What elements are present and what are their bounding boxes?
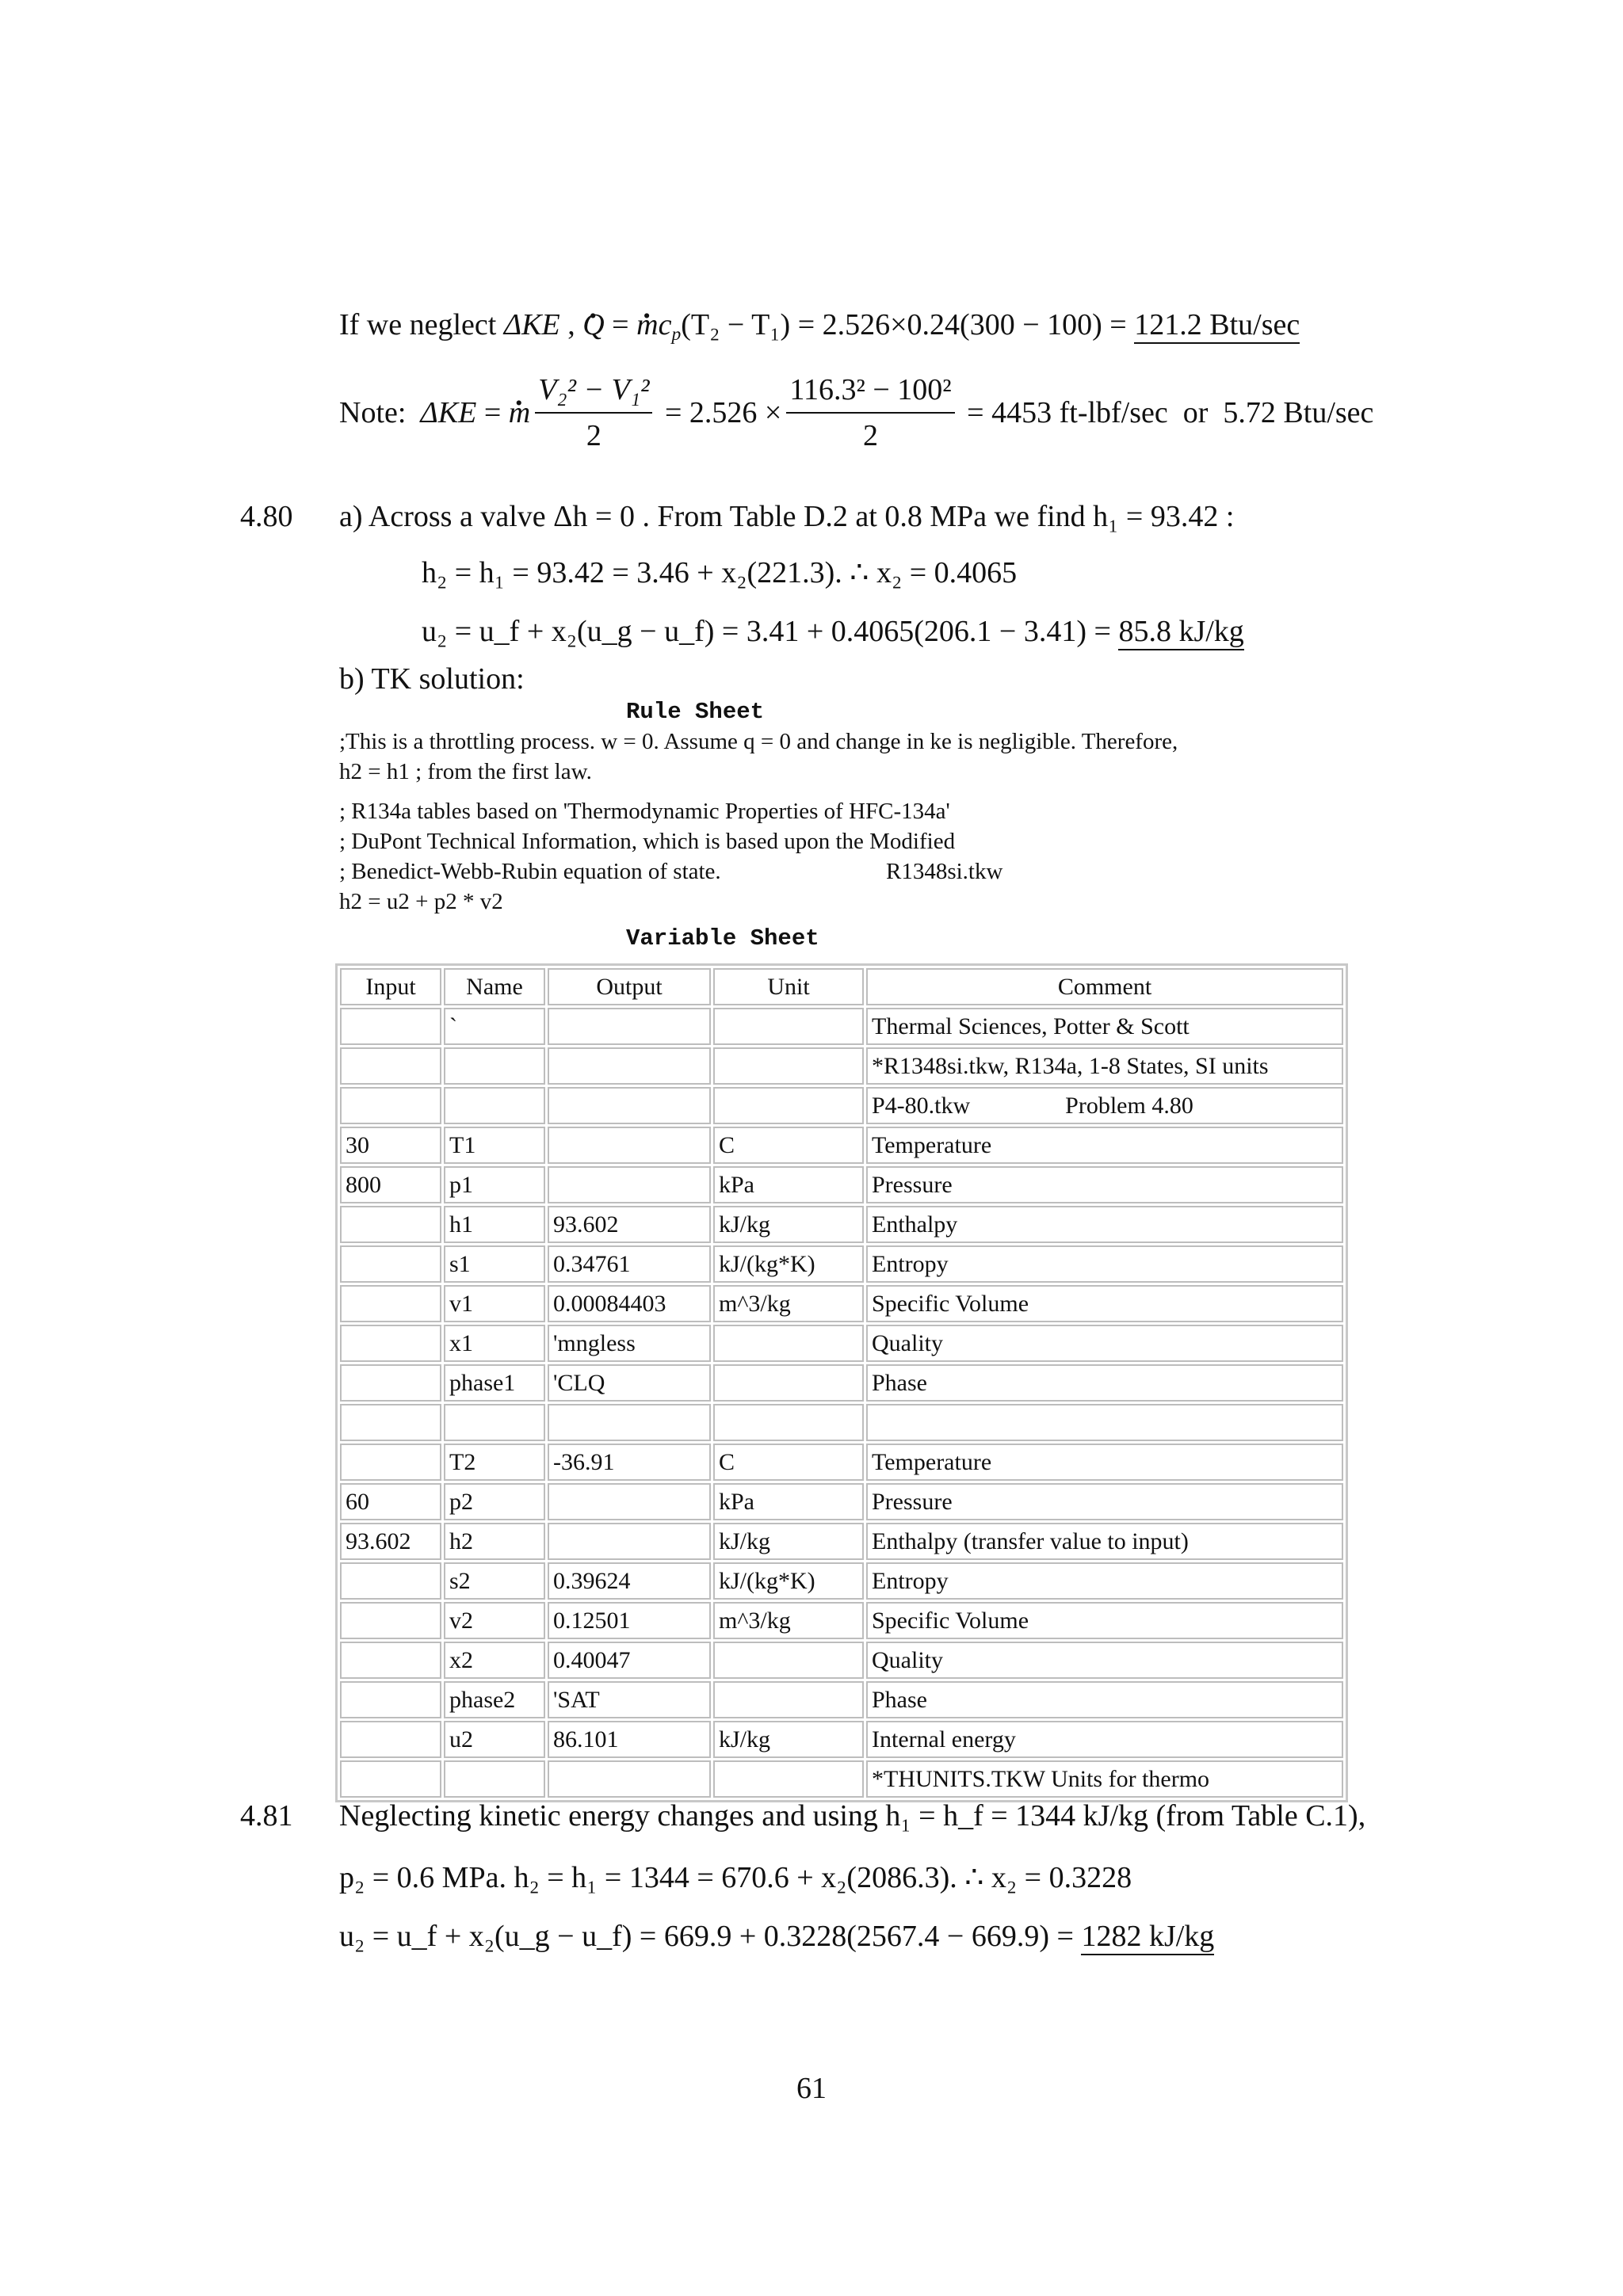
table-row	[340, 1285, 1343, 1322]
velocity-fraction-denominator: 2	[586, 419, 601, 452]
cell-unit: m^3/kg	[713, 1602, 864, 1639]
note-delta-ke: ΔKE	[420, 396, 477, 429]
cell-comment: Quality	[866, 1642, 1343, 1679]
page-number: 61	[796, 2072, 827, 2105]
cell-unit: C	[713, 1127, 864, 1164]
cell-unit: kJ/kg	[713, 1523, 864, 1560]
problem-number-481: 4.81	[240, 1799, 293, 1833]
cell-comment: Specific Volume	[866, 1602, 1343, 1639]
cell-name	[444, 1404, 545, 1441]
table-header-row	[340, 968, 1343, 1005]
cell-unit: m^3/kg	[713, 1285, 864, 1322]
rule-line-5: ; Benedict-Webb-Rubin equation of state.	[339, 859, 721, 884]
p480-part-b: b) TK solution:	[339, 662, 525, 696]
cell-output: 0.34761	[548, 1245, 711, 1283]
table-row	[340, 1681, 1343, 1718]
cell-output: 93.602	[548, 1206, 711, 1243]
p480-line2: h₂ = h₁ = 93.42 = 3.46 + x₂(221.3). ∴ x₂ = 0.4065	[422, 556, 1018, 589]
p480-line3	[422, 614, 1244, 649]
table-row	[340, 1642, 1343, 1679]
p480-line3-lhs: u₂ = u_f + x₂(u_g − u_f) = 3.41 + 0.4065(206.1 − 3.41) =	[422, 615, 1119, 648]
cell-name	[444, 1047, 545, 1085]
cell-unit	[713, 1008, 864, 1045]
p480-part-a: a) Across a valve Δh = 0 . From Table D.2 at 0.8 MPa we find h₁ = 93.42 :	[339, 500, 1235, 533]
header-output: Output	[548, 968, 711, 1005]
cell-comment: Phase	[866, 1364, 1343, 1402]
cell-comment: Thermal Sciences, Potter & Scott	[866, 1008, 1343, 1045]
cell-comment: *THUNITS.TKW Units for thermo	[866, 1760, 1343, 1798]
cell-input: 93.602	[340, 1523, 441, 1560]
cell-name	[444, 1087, 545, 1124]
table-row	[340, 1206, 1343, 1243]
cell-name: s2	[444, 1562, 545, 1600]
rule-line-3: ; R134a tables based on 'Thermodynamic Properties of HFC-134a'	[339, 799, 950, 824]
neglect-rhs: (T₂ − T₁) = 2.526×0.24(300 − 100) =	[681, 308, 1135, 341]
cell-input	[340, 1562, 441, 1600]
table-row	[340, 1364, 1343, 1402]
q-dot-symbol: . Q	[582, 308, 604, 341]
cell-unit	[713, 1325, 864, 1362]
cell-comment: Temperature	[866, 1444, 1343, 1481]
table-row	[340, 1602, 1343, 1639]
table-row	[340, 1760, 1343, 1798]
p481-line3-result: 1282 kJ/kg	[1081, 1920, 1214, 1955]
cell-unit	[713, 1047, 864, 1085]
cell-name: p2	[444, 1483, 545, 1520]
cell-unit: kJ/kg	[713, 1206, 864, 1243]
cell-unit	[713, 1087, 864, 1124]
cell-output: 0.39624	[548, 1562, 711, 1600]
table-row	[340, 1444, 1343, 1481]
cell-output	[548, 1760, 711, 1798]
cell-name: `	[444, 1008, 545, 1045]
table-row	[340, 1523, 1343, 1560]
note-ke-equation	[339, 372, 1373, 453]
cell-name: v1	[444, 1285, 545, 1322]
rule-line-6: h2 = u2 + p2 * v2	[339, 889, 503, 914]
note-eq2: = 2.526 ×	[657, 396, 782, 429]
cell-name: u2	[444, 1721, 545, 1758]
cell-input: 800	[340, 1166, 441, 1203]
cell-name: h1	[444, 1206, 545, 1243]
cell-comment: Internal energy	[866, 1721, 1343, 1758]
cell-input	[340, 1285, 441, 1322]
neglect-ke-equation	[339, 307, 1300, 345]
header-unit: Unit	[713, 968, 864, 1005]
velocity-fraction-numerator: V₂² − V₁²	[535, 372, 652, 414]
numeric-fraction	[786, 372, 954, 453]
cell-unit: kJ/kg	[713, 1721, 864, 1758]
cell-comment: Entropy	[866, 1245, 1343, 1283]
cell-input	[340, 1008, 441, 1045]
cell-input	[340, 1681, 441, 1718]
cell-output	[548, 1483, 711, 1520]
cell-unit	[713, 1642, 864, 1679]
table-row	[340, 1721, 1343, 1758]
p480-line3-result: 85.8 kJ/kg	[1118, 615, 1243, 650]
p481-line2: p₂ = 0.6 MPa. h₂ = h₁ = 1344 = 670.6 + x₂(2086.3). ∴ x₂ = 0.3228	[339, 1861, 1132, 1894]
cell-comment: Quality	[866, 1325, 1343, 1362]
header-name: Name	[444, 968, 545, 1005]
cell-output: 'SAT	[548, 1681, 711, 1718]
cell-input	[340, 1047, 441, 1085]
cell-output	[548, 1404, 711, 1441]
cell-unit: kPa	[713, 1166, 864, 1203]
cell-comment: Entropy	[866, 1562, 1343, 1600]
cell-output: 'mngless	[548, 1325, 711, 1362]
table-row	[340, 1127, 1343, 1164]
cell-unit: kJ/(kg*K)	[713, 1245, 864, 1283]
header-input: Input	[340, 968, 441, 1005]
table-row	[340, 1008, 1343, 1045]
variable-sheet-title: Variable Sheet	[626, 925, 819, 952]
rule-file-name: R1348si.tkw	[886, 859, 1003, 884]
m-dot-symbol: . m	[636, 308, 658, 341]
cell-name: s1	[444, 1245, 545, 1283]
numeric-fraction-denominator: 2	[863, 419, 879, 452]
cell-unit: kJ/(kg*K)	[713, 1562, 864, 1600]
cell-name: T1	[444, 1127, 545, 1164]
cell-output	[548, 1523, 711, 1560]
rule-line-4: ; DuPont Technical Information, which is based upon the Modified	[339, 829, 956, 854]
velocity-fraction	[535, 372, 652, 453]
delta-ke-symbol: ΔKE	[503, 308, 560, 341]
rule-line-1: ;This is a throttling process. w = 0. Assume q = 0 and change in ke is negligible. Therefore,	[339, 729, 1178, 754]
cell-comment: Enthalpy (transfer value to input)	[866, 1523, 1343, 1560]
numeric-fraction-numerator: 116.3² − 100²	[786, 372, 954, 414]
table-row	[340, 1245, 1343, 1283]
cell-output	[548, 1127, 711, 1164]
cell-comment: P4-80.tkw Problem 4.80	[866, 1087, 1343, 1124]
equals: =	[612, 308, 637, 341]
note-label: Note:	[339, 396, 407, 429]
cell-unit	[713, 1760, 864, 1798]
neglect-result: 121.2 Btu/sec	[1134, 308, 1300, 344]
cell-input	[340, 1760, 441, 1798]
rule-sheet-title: Rule Sheet	[626, 699, 765, 725]
table-row	[340, 1166, 1343, 1203]
cp-symbol: $c_p$	[658, 308, 682, 345]
problem-number-480: 4.80	[240, 500, 293, 533]
cell-comment: *R1348si.tkw, R134a, 1-8 States, SI units	[866, 1047, 1343, 1085]
cell-input	[340, 1721, 441, 1758]
cell-input	[340, 1364, 441, 1402]
cell-output	[548, 1166, 711, 1203]
cell-name: phase2	[444, 1681, 545, 1718]
cell-unit	[713, 1364, 864, 1402]
cell-comment: Enthalpy	[866, 1206, 1343, 1243]
note-eq1: =	[476, 396, 509, 429]
table-row	[340, 1562, 1343, 1600]
cell-output	[548, 1087, 711, 1124]
cell-output: 0.12501	[548, 1602, 711, 1639]
cell-output: 'CLQ	[548, 1364, 711, 1402]
cell-unit: C	[713, 1444, 864, 1481]
cell-name	[444, 1760, 545, 1798]
variable-sheet-table	[335, 963, 1348, 1802]
table-row	[340, 1087, 1343, 1124]
cell-unit	[713, 1404, 864, 1441]
table-row	[340, 1483, 1343, 1520]
cell-name: x2	[444, 1642, 545, 1679]
cell-output: 0.00084403	[548, 1285, 711, 1322]
cell-input: 30	[340, 1127, 441, 1164]
cell-comment: Specific Volume	[866, 1285, 1343, 1322]
table-row	[340, 1325, 1343, 1362]
cell-input: 60	[340, 1483, 441, 1520]
cell-comment: Pressure	[866, 1483, 1343, 1520]
cell-input	[340, 1206, 441, 1243]
note-result: = 4453 ft-lbf/sec or 5.72 Btu/sec	[959, 396, 1374, 429]
cell-name: phase1	[444, 1364, 545, 1402]
p481-line1: Neglecting kinetic energy changes and using h₁ = h_f = 1344 kJ/kg (from Table C.1),	[339, 1799, 1366, 1833]
table-row	[340, 1047, 1343, 1085]
p481-line3-lhs: u₂ = u_f + x₂(u_g − u_f) = 669.9 + 0.3228(2567.4 − 669.9) =	[339, 1920, 1082, 1953]
cell-input	[340, 1444, 441, 1481]
p481-line3	[339, 1919, 1214, 1954]
cell-name: T2	[444, 1444, 545, 1481]
cell-input	[340, 1602, 441, 1639]
cell-output: -36.91	[548, 1444, 711, 1481]
cell-comment: Phase	[866, 1681, 1343, 1718]
cell-output: 86.101	[548, 1721, 711, 1758]
comma: ,	[567, 308, 583, 341]
cell-comment	[866, 1404, 1343, 1441]
header-comment: Comment	[866, 968, 1343, 1005]
cell-output	[548, 1008, 711, 1045]
cell-comment: Temperature	[866, 1127, 1343, 1164]
cell-name: h2	[444, 1523, 545, 1560]
note-mdot: . m	[509, 395, 530, 430]
table-row	[340, 1404, 1343, 1441]
neglect-prefix: If we neglect	[339, 308, 504, 341]
cell-name: p1	[444, 1166, 545, 1203]
cell-output	[548, 1047, 711, 1085]
cell-input	[340, 1642, 441, 1679]
cell-input	[340, 1325, 441, 1362]
rule-line-2: h2 = h1 ; from the first law.	[339, 759, 592, 784]
cell-input	[340, 1404, 441, 1441]
cell-unit	[713, 1681, 864, 1718]
cell-name: x1	[444, 1325, 545, 1362]
cell-unit: kPa	[713, 1483, 864, 1520]
cell-comment: Pressure	[866, 1166, 1343, 1203]
cell-output: 0.40047	[548, 1642, 711, 1679]
cell-input	[340, 1245, 441, 1283]
cell-input	[340, 1087, 441, 1124]
cell-name: v2	[444, 1602, 545, 1639]
